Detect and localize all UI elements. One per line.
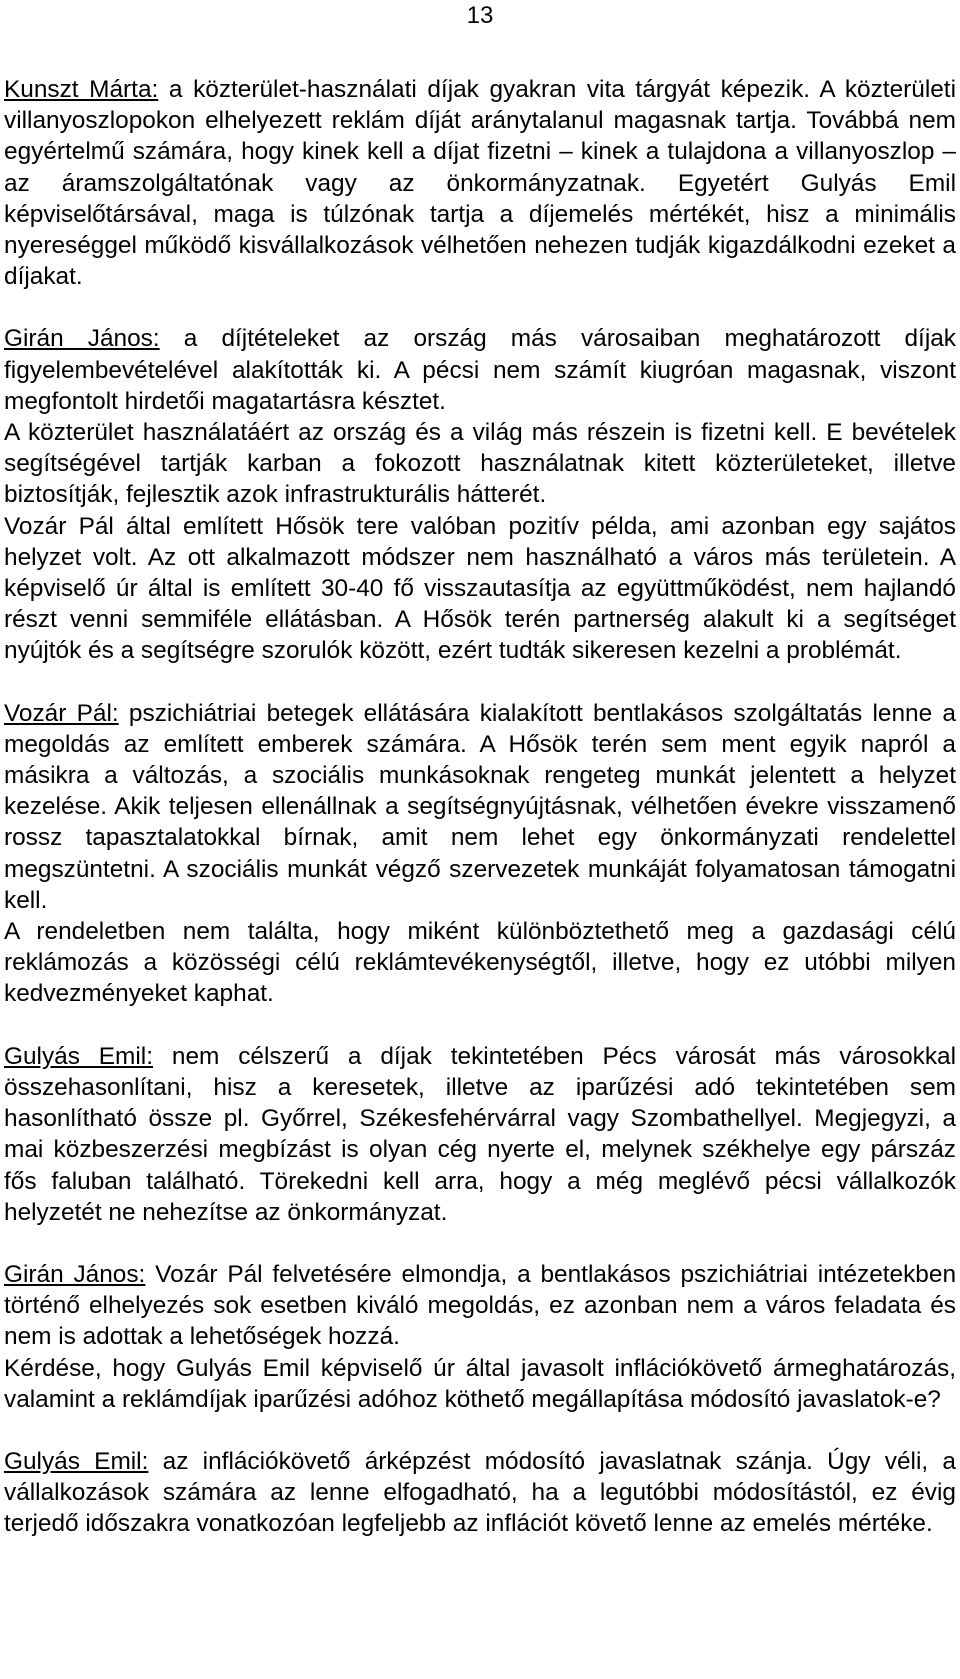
document-body bbox=[4, 74, 956, 1540]
speaker-name: Kunszt Márta: bbox=[4, 76, 159, 103]
paragraph-text: a közterület-használati díjak gyakran vita tárgyát képezik. A közterületi villanyoszlopokon elhelyezett reklám díját aránytalanul magasnak tartja. Továbbá nem egyértelmű számára, hogy kinek kell a díjat fizetni – kinek a tulajdona a villanyoszlop – az áramszolgáltatónak vagy az önkormányzatnak. Egyetért Gulyás Emil képviselőtársával, maga is túlzónak tartja a díjemelés mértékét, hisz a minimális nyereséggel működő kisvállalkozások vélhetően nehezen tudják kigazdálkodni ezeket a díjakat. bbox=[4, 76, 957, 291]
paragraph-text: a díjtételeket az ország más városaiban meghatározott díjak figyelembevételével alakították ki. A pécsi nem számít kiugróan magasnak, viszont megfontolt hirdetői magatartásra késztet. bbox=[4, 325, 957, 415]
paragraph-text: Kérdése, hogy Gulyás Emil képviselő úr által javasolt inflációkövető ármeghatározás, valamint a reklámdíjak iparűzési adóhoz köthető megállapítása módosító javaslatok-e? bbox=[4, 1354, 956, 1413]
paragraph-giran-janos bbox=[4, 323, 956, 417]
paragraph-giran-janos bbox=[4, 1259, 956, 1353]
paragraph-text: Vozár Pál felvetésére elmondja, a bentlakásos pszichiátriai intézetekben történő elhelyezés sok esetben kiváló megoldás, ez azonban nem a város feladata és nem is adottak a lehetőségek hozzá. bbox=[4, 1260, 957, 1351]
speaker-name: Gulyás Emil: bbox=[4, 1447, 149, 1475]
speaker-name: Vozár Pál: bbox=[4, 699, 119, 727]
paragraph-text: A rendeletben nem találta, hogy miként különböztethető meg a gazdasági célú reklámozás a közösségi célú reklámtevékenységtől, illetve, hogy ez utóbbi milyen kedvezményeket kaphat. bbox=[4, 918, 956, 1008]
page-number: 13 bbox=[466, 2, 494, 29]
paragraph-text: Vozár Pál által említett Hősök tere valóban pozitív példa, ami azonban egy sajátos helyzet volt. Az ott alkalmazott módszer nem használható a város más területein. A képviselő úr által is említett 30-40 fő visszautasítja az együttműködést, nem hajlandó részt venni semmiféle ellátásban. A Hősök terén partnerség alakult ki a segítséget nyújtók és a segítségre szorulók között, ezért tudták sikeresen kezelni a problémát. bbox=[4, 512, 956, 665]
speaker-name: Girán János: bbox=[4, 1260, 146, 1288]
paragraph-vozar-pal bbox=[4, 698, 956, 916]
paragraph-text: az inflációkövető árképzést módosító javaslatnak szánja. Úgy véli, a vállalkozások számára az lenne elfogadható, ha a legutóbbi módosítástól, ez évig terjedő időszakra vonatkozóan legfeljebb az inflációt követő lenne az emelés mértéke. bbox=[4, 1447, 957, 1538]
paragraph-continuation bbox=[4, 916, 956, 1010]
paragraph-continuation bbox=[4, 511, 956, 667]
paragraph-continuation bbox=[4, 1353, 956, 1415]
paragraph-continuation bbox=[4, 417, 956, 511]
paragraph-kunszt-marta bbox=[4, 74, 956, 292]
paragraph-gulyas-emil bbox=[4, 1041, 956, 1228]
paragraph-text: A közterület használatáért az ország és a világ más részein is fizetni kell. E bevételek segítségével tartják karban a fokozott használatnak kitett közterületeket, illetve biztosítják, fejlesztik azok infrastrukturális hátterét. bbox=[4, 419, 956, 509]
speaker-name: Gulyás Emil: bbox=[4, 1042, 153, 1070]
paragraph-gulyas-emil bbox=[4, 1446, 956, 1540]
speaker-name: Girán János: bbox=[4, 325, 160, 353]
paragraph-text: nem célszerű a díjak tekintetében Pécs városát más városokkal összehasonlítani, hisz a keresetek, illetve az iparűzési adó tekintetében sem hasonlítható össze pl. Győrrel, Székesfehérvárral vagy Szombathellyel. Megjegyzi, a mai közbeszerzési megbízást is olyan cég nyerte el, melynek székhelye egy párszáz fős faluban található. Törekedni kell arra, hogy a még meglévő pécsi vállalkozók helyzetét ne nehezítse az önkormányzat. bbox=[4, 1042, 957, 1226]
paragraph-text: pszichiátriai betegek ellátására kialakított bentlakásos szolgáltatás lenne a megoldás az említett emberek számára. A Hősök terén sem ment egyik napról a másikra a változás, a szociális munkásoknak rengeteg munkát jelentett a helyzet kezelése. Akik teljesen ellenállnak a segítségnyújtásnak, vélhetően évekre visszamenő rossz tapasztalatokkal bírnak, amit nem lehet egy önkormányzati rendelettel megszüntetni. A szociális munkát végző szervezetek munkáját folyamatosan támogatni kell. bbox=[4, 699, 956, 914]
